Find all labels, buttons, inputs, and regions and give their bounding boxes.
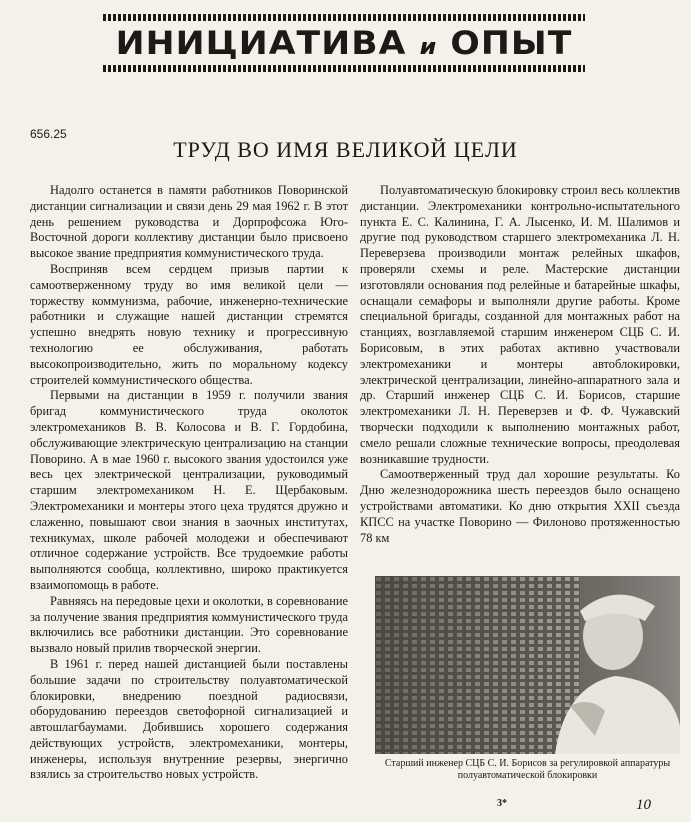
photo-caption: Старший инженер СЦБ С. И. Борисов за регулировкой аппаратуры полуавтоматической блокировки	[384, 758, 671, 781]
paragraph: Первыми на дистанции в 1959 г. получили звания бригад коммунистического труда околоток электромехаников В. В. Колосова и В. Г. Гордобина, обслуживающие электрическую централизацию на станции Поворино. А в мае 1960 г. высокого звания удостоился уже весь цех электрической централизации, руководимый старшим электромехаником Н. Е. Щербаковым. Электромеханики и монтеры этого цеха трудятся дружно и слаженно, повышают свои знания в заочных институтах, техникумах, школе рабочей молодежи и обеспечивают отличное содержание устройств. Все трудоемкие работы выполняются сообща, коллективно, широко практикуется взаимопомощь в работе.	[30, 388, 348, 592]
paragraph: Полуавтоматическую блокировку строил весь коллектив дистанции. Электромеханики контрольно-испытательного пункта Е. С. Калинина, Г. А. Лысенко, И. М. Шалимов и другие под руководством старшего электромеханика Л. Н. Переверзева производили монтаж релейных шкафов, проверяли схемы и реле. Мастерские дистанции изготовляли основания под релейные и батарейные шкафы, оснащали семафоры и выполняли другие работы. Кроме специальной бригады, созданной для монтажных работ на станциях, возглавляемой старшим инженером СЦБ С. И. Борисовым, в этих работах активно участвовали электромеханики и монтеры автоблокировки, электрической централизации, линейно-аппаратного зала и др. Старший инженер СЦБ С. И. Борисов, старшие электромеханики Л. Н. Переверзев и Ф. Ф. Чужавский творчески подходили к выполнению монтажных работ, смело решали сложные технические вопросы, преодолевая возникавшие трудности.	[360, 183, 680, 466]
header-rule-bottom	[103, 65, 585, 72]
udc-code: 656.25	[30, 127, 67, 141]
right-column	[360, 183, 680, 546]
paragraph: Самоотверженный труд дал хорошие результаты. Ко Дню железнодорожника шесть переездов было оснащено устройствами автоматики. Ко дню открытия XXII съезда КПСС на участке Поворино — Филоново протяженностью 78 км	[360, 467, 680, 545]
section-title-word-1: ИНИЦИАТИВА	[115, 24, 407, 62]
paragraph: В 1961 г. перед нашей дистанцией были поставлены большие задачи по строительству полуавтоматической блокировки, внедрению поездной радиосвязи, оборудованию переездов светофорной сигнализацией и автошлагбаумами. Добившись хорошего содержания действующих устройств, электромеханики, монтеры, инженеры, используя внутренние резервы, энергично взялись за строительство новых устройств.	[30, 656, 348, 782]
article-title: ТРУД ВО ИМЯ ВЕЛИКОЙ ЦЕЛИ	[173, 137, 518, 162]
page-number: 10	[636, 797, 651, 813]
section-title-conj: и	[419, 35, 438, 60]
section-header	[103, 14, 585, 72]
photo-illustration	[375, 576, 680, 754]
section-title	[84, 25, 605, 61]
left-column	[30, 183, 348, 783]
paragraph: Равняясь на передовые цехи и околотки, в соревнование за получение звания предприятия коммунистического труда включились все работники дистанции. Это соревнование вызвало новый прилив творческой энергии.	[30, 593, 348, 656]
paragraph: Восприняв всем сердцем призыв партии к самоотверженному труду во имя великой цели — торжеству коммунизма, рабочие, инженерно-технические работники и служащие нашей дистанции стремятся успешно внедрять новую технику и прогрессивную технологию ее обслуживания, работать высокопроизводительно, жить по моральному кодексу строителей коммунистического общества.	[30, 261, 348, 387]
article-photo	[375, 576, 680, 754]
signature-mark: 3*	[497, 798, 507, 809]
section-title-word-2: ОПЫТ	[450, 24, 573, 62]
paragraph: Надолго останется в памяти работников Поворинской дистанции сигнализации и связи день 29 мая 1962 г. В этот день решением руководства и Дорпрофсожа Юго-Восточной дороги коллективу дистанции было присвоено высокое звание предприятия коммунистического труда.	[30, 183, 348, 261]
header-rule-top	[103, 14, 585, 21]
